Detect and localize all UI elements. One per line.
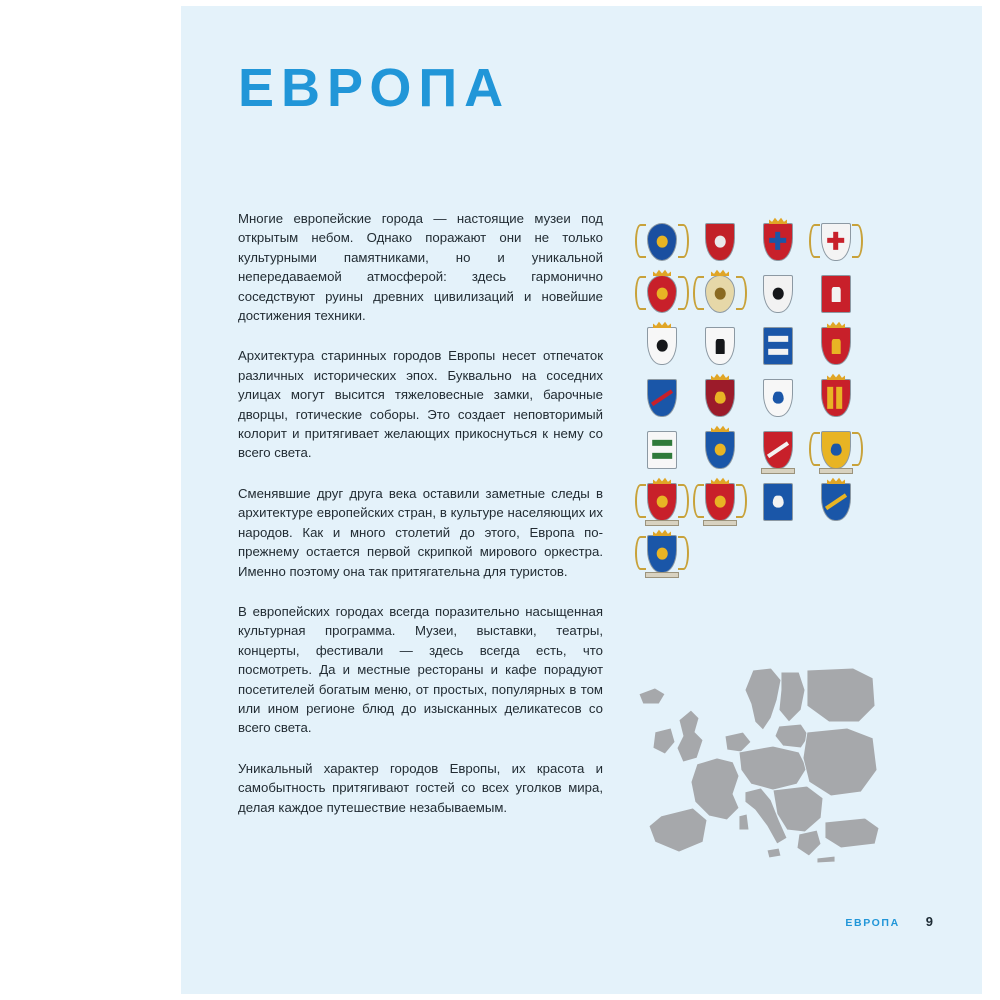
wreath-right-icon bbox=[678, 484, 689, 518]
shield-charge-bear bbox=[710, 439, 730, 461]
shield-shape bbox=[821, 431, 851, 469]
shield-charge-blob bbox=[710, 231, 730, 253]
shield-shape bbox=[647, 431, 677, 469]
wreath-left-icon bbox=[635, 536, 646, 570]
shield-charge-cross bbox=[768, 231, 788, 253]
paragraph: Многие европейские города — настоящие музеи под открытым небом. Однако поражают они не только культурными памятниками, но и уникальной непередаваемой атмосферой: здесь гармонично соседствуют руины древних цивилизаций и новейшие достижения техники. bbox=[238, 211, 603, 324]
crest-st-petersburg bbox=[749, 216, 807, 268]
shield-charge-ship bbox=[652, 387, 672, 409]
crest-vienna bbox=[749, 268, 807, 320]
crest-munich bbox=[691, 320, 749, 372]
footer-page-number: 9 bbox=[925, 914, 933, 929]
shield-charge-letters bbox=[710, 387, 730, 409]
wreath-right-icon bbox=[736, 276, 747, 310]
crest-lisbon bbox=[633, 372, 691, 424]
shield-shape bbox=[763, 223, 793, 261]
crest-athens bbox=[807, 424, 865, 476]
crest-prague bbox=[807, 268, 865, 320]
crest-oslo bbox=[691, 476, 749, 528]
shield-shape bbox=[821, 327, 851, 365]
shield-shape bbox=[763, 327, 793, 365]
shield-shape bbox=[763, 431, 793, 469]
shield-charge-quarter bbox=[826, 387, 846, 409]
shield-shape bbox=[763, 379, 793, 417]
wreath-left-icon bbox=[635, 484, 646, 518]
shield-charge-bridge bbox=[652, 439, 672, 461]
shield-charge-lily bbox=[768, 387, 788, 409]
shield-shape bbox=[821, 379, 851, 417]
shield-charge-blob bbox=[652, 231, 672, 253]
coat-of-arms-grid bbox=[633, 216, 865, 580]
page-sheet bbox=[181, 6, 982, 994]
shield-charge-blob bbox=[768, 283, 788, 305]
wreath-left-icon bbox=[635, 276, 646, 310]
paragraph: Сменявшие друг друга века оставили заметные следы в архитектуре европейских стран, в культуре населяющих их народов. Как и много столетий до этого, Европа по-прежнему остается первой скрипкой мирового оркестра. Именно поэтому она так притягательна для туристов. bbox=[238, 485, 603, 579]
crest-istanbul bbox=[749, 476, 807, 528]
wreath-right-icon bbox=[678, 276, 689, 310]
europe-map bbox=[621, 666, 881, 866]
shield-shape bbox=[647, 535, 677, 573]
paragraph: Уникальный характер городов Европы, их красота и самобытность притягивают гостей со всех уголков мира, делая каждое путешествие незабываемым. bbox=[238, 760, 603, 815]
paragraph: Архитектура старинных городов Европы несет отпечаток различных исторических эпох. Буквально на соседних улицах могут высится тяжеловесные замки, барочные дворцы, готические соборы. Это создает неповторимый колорит и притягивает желающих прикоснуться к нему со всего света. bbox=[238, 348, 603, 461]
crest-riga bbox=[633, 528, 691, 580]
shield-charge-crowned bbox=[652, 491, 672, 513]
shield-shape bbox=[705, 379, 735, 417]
crest-brussels bbox=[691, 268, 749, 320]
shield-charge-ship bbox=[768, 439, 788, 461]
wreath-left-icon bbox=[693, 276, 704, 310]
shield-shape bbox=[647, 275, 677, 313]
crest-paris bbox=[749, 424, 807, 476]
shield-charge-blob bbox=[652, 283, 672, 305]
shield-shape bbox=[821, 223, 851, 261]
ribbon-banner bbox=[819, 468, 853, 474]
footer-section-label: ЕВРОПА bbox=[845, 917, 900, 929]
shield-shape bbox=[821, 275, 851, 313]
wreath-right-icon bbox=[852, 432, 863, 466]
crest-zurich bbox=[749, 320, 807, 372]
ribbon-banner bbox=[645, 520, 679, 526]
shield-shape bbox=[705, 223, 735, 261]
shield-shape bbox=[705, 327, 735, 365]
crest-rome bbox=[691, 372, 749, 424]
ribbon-banner bbox=[703, 520, 737, 526]
crest-kyiv bbox=[633, 216, 691, 268]
crest-moscow bbox=[691, 216, 749, 268]
crest-barcelona bbox=[807, 372, 865, 424]
shield-charge-bear bbox=[652, 335, 672, 357]
wreath-left-icon bbox=[635, 224, 646, 258]
page-title: ЕВРОПА bbox=[238, 58, 511, 118]
crest-stockholm bbox=[633, 476, 691, 528]
crest-budapest bbox=[807, 320, 865, 372]
shield-charge-owl bbox=[826, 439, 846, 461]
shield-charge-lion bbox=[652, 543, 672, 565]
shield-shape bbox=[763, 275, 793, 313]
shield-shape bbox=[705, 483, 735, 521]
shield-charge-bars bbox=[768, 335, 788, 357]
wreath-right-icon bbox=[678, 224, 689, 258]
wreath-right-icon bbox=[852, 224, 863, 258]
paragraph: В европейских городах всегда поразительно насыщенная культурная программа. Музеи, выставки, театры, концерты, фестивали — здесь всегда есть, что посмотреть. Да и местные рестораны и кафе порадуют посетителей богатым меню, от простых, популярных в том или ином регионе блюд до изысканных деликатесов со всего света. bbox=[238, 603, 603, 736]
crest-london bbox=[807, 216, 865, 268]
shield-charge-tulip bbox=[768, 491, 788, 513]
shield-shape bbox=[647, 483, 677, 521]
shield-charge-gate bbox=[826, 283, 846, 305]
shield-shape bbox=[821, 483, 851, 521]
shield-charge-boat bbox=[826, 491, 846, 513]
crest-helsinki bbox=[807, 476, 865, 528]
crest-bilbao bbox=[633, 424, 691, 476]
ribbon-banner bbox=[761, 468, 795, 474]
europe-landmass bbox=[639, 668, 879, 863]
wreath-left-icon bbox=[809, 224, 820, 258]
body-text-column bbox=[238, 209, 603, 838]
crest-berlin bbox=[633, 320, 691, 372]
shield-shape bbox=[647, 379, 677, 417]
shield-shape bbox=[705, 275, 735, 313]
shield-charge-monk bbox=[710, 335, 730, 357]
wreath-right-icon bbox=[736, 484, 747, 518]
crest-florence bbox=[749, 372, 807, 424]
shield-charge-cross bbox=[826, 231, 846, 253]
shield-shape bbox=[647, 223, 677, 261]
crest-amsterdam-1 bbox=[633, 268, 691, 320]
wreath-left-icon bbox=[693, 484, 704, 518]
page-footer bbox=[845, 914, 933, 929]
shield-charge-tower bbox=[826, 335, 846, 357]
crest-madrid bbox=[691, 424, 749, 476]
wreath-right-icon bbox=[678, 536, 689, 570]
shield-charge-lion bbox=[710, 491, 730, 513]
shield-shape bbox=[705, 431, 735, 469]
shield-shape bbox=[647, 327, 677, 365]
ribbon-banner bbox=[645, 572, 679, 578]
shield-charge-blob bbox=[710, 283, 730, 305]
shield-shape bbox=[763, 483, 793, 521]
wreath-left-icon bbox=[809, 432, 820, 466]
